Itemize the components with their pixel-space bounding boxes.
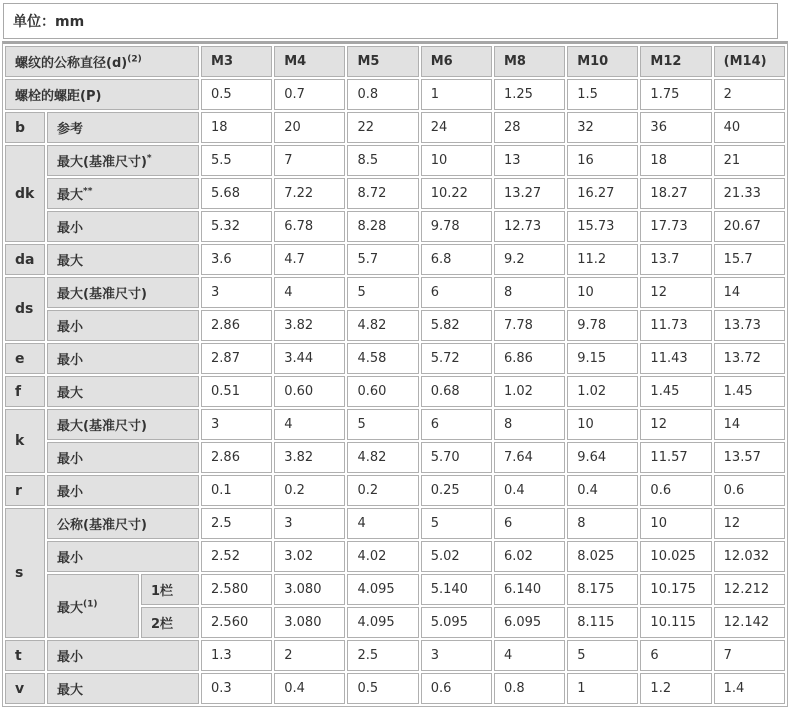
row-label-cell: 最小 xyxy=(47,310,199,341)
value-cell: 10.115 xyxy=(640,607,711,638)
value-cell: 6 xyxy=(421,409,492,440)
value-cell: 13.73 xyxy=(714,310,785,341)
value-cell: 5 xyxy=(347,409,418,440)
value-cell: 6.140 xyxy=(494,574,565,605)
value-cell: 3.080 xyxy=(274,607,345,638)
table-row-s-nominal xyxy=(5,508,785,539)
footnote-marker: (2) xyxy=(127,54,142,65)
value-cell: 16 xyxy=(567,145,638,176)
column-header-m6: M6 xyxy=(421,46,492,77)
param-cell-s: s xyxy=(5,508,45,638)
value-cell: 2.580 xyxy=(201,574,272,605)
value-cell: 0.51 xyxy=(201,376,272,407)
row-label-cell xyxy=(47,178,199,209)
value-cell: 10.025 xyxy=(640,541,711,572)
value-cell: 0.4 xyxy=(274,673,345,704)
value-cell: 0.4 xyxy=(494,475,565,506)
value-cell: 0.25 xyxy=(421,475,492,506)
value-cell: 0.5 xyxy=(347,673,418,704)
value-cell: 0.68 xyxy=(421,376,492,407)
row-label-cell: 最大 xyxy=(47,673,199,704)
row-label-cell: 最小 xyxy=(47,475,199,506)
value-cell: 6.095 xyxy=(494,607,565,638)
value-cell: 12 xyxy=(640,409,711,440)
param-cell-f: f xyxy=(5,376,45,407)
value-cell: 13.57 xyxy=(714,442,785,473)
value-cell: 4.82 xyxy=(347,442,418,473)
value-cell: 4 xyxy=(494,640,565,671)
value-cell: 18 xyxy=(640,145,711,176)
value-cell: 6.8 xyxy=(421,244,492,275)
value-cell: 3.6 xyxy=(201,244,272,275)
value-cell: 3 xyxy=(201,409,272,440)
value-cell: 18 xyxy=(201,112,272,143)
value-cell: 18.27 xyxy=(640,178,711,209)
value-cell: 8.5 xyxy=(347,145,418,176)
table-row-ds-min xyxy=(5,310,785,341)
value-cell: 1.02 xyxy=(567,376,638,407)
footnote-marker: ** xyxy=(83,186,93,197)
value-cell: 10 xyxy=(567,409,638,440)
value-cell: 12.73 xyxy=(494,211,565,242)
value-cell: 2 xyxy=(714,79,785,110)
value-cell: 12.212 xyxy=(714,574,785,605)
value-cell: 21 xyxy=(714,145,785,176)
value-cell: 5.32 xyxy=(201,211,272,242)
value-cell: 1.5 xyxy=(567,79,638,110)
value-cell: 6 xyxy=(421,277,492,308)
value-cell: 2.52 xyxy=(201,541,272,572)
value-cell: 12 xyxy=(714,508,785,539)
table-row-v xyxy=(5,673,785,704)
value-cell: 12 xyxy=(640,277,711,308)
value-cell: 10 xyxy=(567,277,638,308)
value-cell: 6 xyxy=(494,508,565,539)
sub-label-cell: 2栏 xyxy=(141,607,199,638)
value-cell: 9.78 xyxy=(421,211,492,242)
row-label: 最大 xyxy=(57,188,84,203)
value-cell: 0.6 xyxy=(640,475,711,506)
value-cell: 5.70 xyxy=(421,442,492,473)
value-cell: 4 xyxy=(274,409,345,440)
row-label-cell xyxy=(47,574,139,638)
value-cell: 4.095 xyxy=(347,574,418,605)
value-cell: 5.72 xyxy=(421,343,492,374)
value-cell: 9.78 xyxy=(567,310,638,341)
value-cell: 12.142 xyxy=(714,607,785,638)
footnote-marker: * xyxy=(146,153,152,164)
value-cell: 0.2 xyxy=(274,475,345,506)
param-cell-k: k xyxy=(5,409,45,473)
column-header-m4: M4 xyxy=(274,46,345,77)
value-cell: 13.7 xyxy=(640,244,711,275)
table-row-k-min xyxy=(5,442,785,473)
spec-table xyxy=(2,41,788,707)
row-label-cell: 参考 xyxy=(47,112,199,143)
param-cell-v: v xyxy=(5,673,45,704)
param-cell-dk: dk xyxy=(5,145,45,242)
value-cell: 3.82 xyxy=(274,442,345,473)
row-label-cell xyxy=(47,145,199,176)
value-cell: 22 xyxy=(347,112,418,143)
value-cell: 11.43 xyxy=(640,343,711,374)
value-cell: 5.7 xyxy=(347,244,418,275)
row-label-cell: 最小 xyxy=(47,442,199,473)
row-label-cell: 最大(基准尺寸) xyxy=(47,409,199,440)
value-cell: 3.080 xyxy=(274,574,345,605)
value-cell: 0.8 xyxy=(494,673,565,704)
value-cell: 20 xyxy=(274,112,345,143)
param-cell-r: r xyxy=(5,475,45,506)
value-cell: 8 xyxy=(567,508,638,539)
value-cell: 7 xyxy=(714,640,785,671)
table-row-dk-min xyxy=(5,211,785,242)
value-cell: 5.02 xyxy=(421,541,492,572)
value-cell: 6 xyxy=(640,640,711,671)
param-cell-e: e xyxy=(5,343,45,374)
row-label-cell: 最小 xyxy=(47,343,199,374)
row-label: 最大(基准尺寸) xyxy=(57,155,147,170)
value-cell: 14 xyxy=(714,277,785,308)
value-cell: 15.73 xyxy=(567,211,638,242)
value-cell: 9.64 xyxy=(567,442,638,473)
value-cell: 13.27 xyxy=(494,178,565,209)
row-label-cell: 最小 xyxy=(47,640,199,671)
value-cell: 10 xyxy=(421,145,492,176)
value-cell: 6.78 xyxy=(274,211,345,242)
row-label-cell: 最大(基准尺寸) xyxy=(47,277,199,308)
value-cell: 3 xyxy=(421,640,492,671)
value-cell: 5.140 xyxy=(421,574,492,605)
value-cell: 4.02 xyxy=(347,541,418,572)
value-cell: 3 xyxy=(274,508,345,539)
table-row-t xyxy=(5,640,785,671)
value-cell: 0.6 xyxy=(714,475,785,506)
value-cell: 1 xyxy=(567,673,638,704)
table-row-s-min xyxy=(5,541,785,572)
column-header-m8: M8 xyxy=(494,46,565,77)
unit-label: 单位：mm xyxy=(3,3,778,39)
row-label-cell: 公称(基准尺寸) xyxy=(47,508,199,539)
value-cell: 14 xyxy=(714,409,785,440)
value-cell: 0.3 xyxy=(201,673,272,704)
value-cell: 1 xyxy=(421,79,492,110)
value-cell: 36 xyxy=(640,112,711,143)
value-cell: 2.560 xyxy=(201,607,272,638)
value-cell: 1.2 xyxy=(640,673,711,704)
value-cell: 3.82 xyxy=(274,310,345,341)
value-cell: 0.60 xyxy=(347,376,418,407)
value-cell: 1.02 xyxy=(494,376,565,407)
value-cell: 8.175 xyxy=(567,574,638,605)
value-cell: 0.5 xyxy=(201,79,272,110)
value-cell: 1.3 xyxy=(201,640,272,671)
value-cell: 11.2 xyxy=(567,244,638,275)
value-cell: 8.025 xyxy=(567,541,638,572)
table-row-r xyxy=(5,475,785,506)
header-row xyxy=(5,46,785,77)
value-cell: 0.4 xyxy=(567,475,638,506)
diameter-header-cell xyxy=(5,46,199,77)
value-cell: 1.25 xyxy=(494,79,565,110)
value-cell: 8 xyxy=(494,409,565,440)
value-cell: 5.5 xyxy=(201,145,272,176)
value-cell: 0.8 xyxy=(347,79,418,110)
value-cell: 20.67 xyxy=(714,211,785,242)
column-header-m10: M10 xyxy=(567,46,638,77)
value-cell: 16.27 xyxy=(567,178,638,209)
value-cell: 0.7 xyxy=(274,79,345,110)
param-cell-b: b xyxy=(5,112,45,143)
param-cell-t: t xyxy=(5,640,45,671)
value-cell: 0.6 xyxy=(421,673,492,704)
row-label-cell: 最小 xyxy=(47,211,199,242)
value-cell: 40 xyxy=(714,112,785,143)
sub-label-cell: 1栏 xyxy=(141,574,199,605)
table-row-k-max-nominal xyxy=(5,409,785,440)
value-cell: 2 xyxy=(274,640,345,671)
value-cell: 4 xyxy=(347,508,418,539)
table-row-f xyxy=(5,376,785,407)
row-label-cell: 螺栓的螺距(P) xyxy=(5,79,199,110)
value-cell: 2.5 xyxy=(347,640,418,671)
value-cell: 8.115 xyxy=(567,607,638,638)
row-label-cell: 最大 xyxy=(47,376,199,407)
column-header-m3: M3 xyxy=(201,46,272,77)
value-cell: 24 xyxy=(421,112,492,143)
value-cell: 10.175 xyxy=(640,574,711,605)
footnote-marker: (1) xyxy=(83,599,98,610)
table-row-e xyxy=(5,343,785,374)
value-cell: 3.44 xyxy=(274,343,345,374)
value-cell: 11.73 xyxy=(640,310,711,341)
value-cell: 5.68 xyxy=(201,178,272,209)
value-cell: 7.64 xyxy=(494,442,565,473)
row-label-cell: 最大 xyxy=(47,244,199,275)
value-cell: 4.58 xyxy=(347,343,418,374)
value-cell: 0.1 xyxy=(201,475,272,506)
table-row-dk-max xyxy=(5,178,785,209)
value-cell: 28 xyxy=(494,112,565,143)
value-cell: 11.57 xyxy=(640,442,711,473)
value-cell: 6.86 xyxy=(494,343,565,374)
diameter-header-label: 螺纹的公称直径(d) xyxy=(15,56,128,71)
value-cell: 4.095 xyxy=(347,607,418,638)
value-cell: 21.33 xyxy=(714,178,785,209)
value-cell: 2.86 xyxy=(201,310,272,341)
value-cell: 7.22 xyxy=(274,178,345,209)
value-cell: 12.032 xyxy=(714,541,785,572)
value-cell: 4 xyxy=(274,277,345,308)
value-cell: 2.86 xyxy=(201,442,272,473)
table-row-ds-max-nominal xyxy=(5,277,785,308)
value-cell: 13 xyxy=(494,145,565,176)
value-cell: 1.45 xyxy=(640,376,711,407)
value-cell: 8 xyxy=(494,277,565,308)
row-label: 最大 xyxy=(57,600,84,616)
value-cell: 4.82 xyxy=(347,310,418,341)
table-row-dk-max-nominal xyxy=(5,145,785,176)
value-cell: 17.73 xyxy=(640,211,711,242)
value-cell: 7 xyxy=(274,145,345,176)
value-cell: 5.82 xyxy=(421,310,492,341)
value-cell: 1.75 xyxy=(640,79,711,110)
table-row-pitch xyxy=(5,79,785,110)
value-cell: 32 xyxy=(567,112,638,143)
value-cell: 4.7 xyxy=(274,244,345,275)
value-cell: 10.22 xyxy=(421,178,492,209)
value-cell: 8.72 xyxy=(347,178,418,209)
value-cell: 5.095 xyxy=(421,607,492,638)
value-cell: 3 xyxy=(201,277,272,308)
value-cell: 9.15 xyxy=(567,343,638,374)
table-row-da xyxy=(5,244,785,275)
value-cell: 0.60 xyxy=(274,376,345,407)
param-cell-ds: ds xyxy=(5,277,45,341)
value-cell: 3.02 xyxy=(274,541,345,572)
value-cell: 1.4 xyxy=(714,673,785,704)
table-row-s-max-col1 xyxy=(5,574,785,605)
value-cell: 10 xyxy=(640,508,711,539)
param-cell-da: da xyxy=(5,244,45,275)
value-cell: 2.5 xyxy=(201,508,272,539)
column-header-m12: M12 xyxy=(640,46,711,77)
row-label-cell: 最小 xyxy=(47,541,199,572)
value-cell: 5 xyxy=(421,508,492,539)
column-header-m5: M5 xyxy=(347,46,418,77)
column-header-m14: (M14) xyxy=(714,46,785,77)
value-cell: 8.28 xyxy=(347,211,418,242)
value-cell: 15.7 xyxy=(714,244,785,275)
table-row-b xyxy=(5,112,785,143)
value-cell: 13.72 xyxy=(714,343,785,374)
value-cell: 0.2 xyxy=(347,475,418,506)
value-cell: 5 xyxy=(567,640,638,671)
value-cell: 7.78 xyxy=(494,310,565,341)
value-cell: 1.45 xyxy=(714,376,785,407)
value-cell: 5 xyxy=(347,277,418,308)
value-cell: 9.2 xyxy=(494,244,565,275)
value-cell: 6.02 xyxy=(494,541,565,572)
value-cell: 2.87 xyxy=(201,343,272,374)
